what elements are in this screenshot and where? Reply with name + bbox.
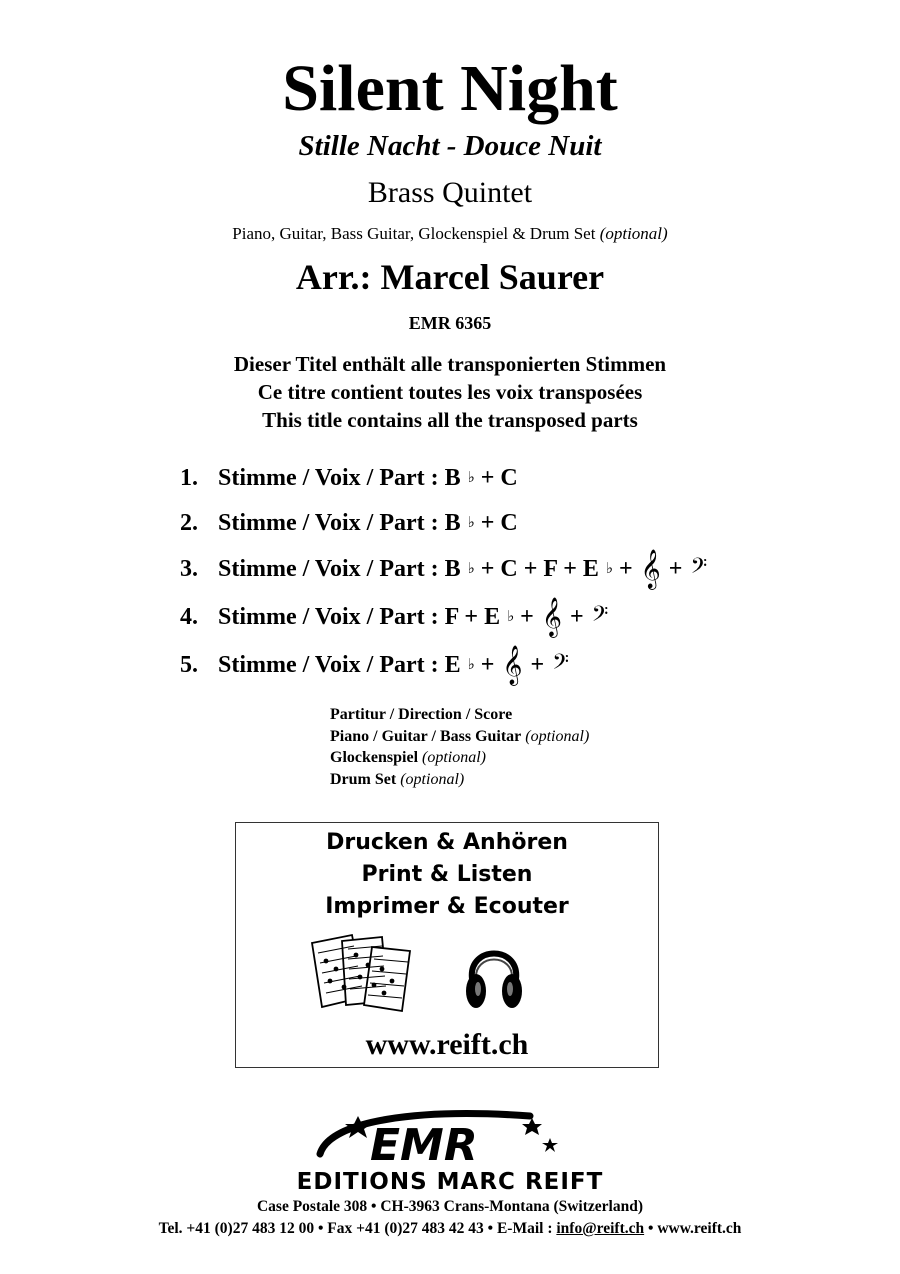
contact-tel: Tel. +41 (0)27 483 12 00 bbox=[158, 1220, 315, 1237]
key-text: F + E bbox=[444, 604, 507, 630]
part-number: 3. bbox=[180, 556, 198, 582]
ensemble: Brass Quintet bbox=[367, 176, 533, 209]
emr-logo bbox=[300, 1104, 600, 1168]
contains-fr: Ce titre contient toutes les voix transposées bbox=[257, 380, 643, 404]
flat-sign-icon: ♭ bbox=[467, 515, 475, 531]
bass-clef-icon: 𝄢 bbox=[690, 554, 708, 584]
part-number: 2. bbox=[180, 510, 198, 536]
part-row bbox=[180, 456, 524, 500]
contact-email-link[interactable]: info@reift.ch bbox=[556, 1220, 645, 1237]
print-listen-fr: Imprimer & Ecouter bbox=[325, 894, 569, 919]
extras-label: Drum Set bbox=[330, 770, 397, 788]
extras-item bbox=[330, 726, 589, 748]
key-text: + bbox=[612, 556, 639, 582]
flat-sign-icon: ♭ bbox=[467, 470, 475, 486]
treble-clef-icon: 𝄞 bbox=[541, 597, 562, 637]
part-row bbox=[180, 595, 608, 639]
extras-note: (optional) bbox=[525, 727, 590, 745]
part-keys bbox=[445, 547, 708, 591]
contact-website-link[interactable]: www.reift.ch bbox=[657, 1220, 742, 1237]
print-listen-box[interactable] bbox=[235, 822, 659, 1068]
part-row bbox=[180, 547, 707, 591]
instrument-list bbox=[0, 222, 900, 246]
flat-sign-icon: ♭ bbox=[467, 657, 475, 673]
contains-de: Dieser Titel enthält alle transponierten Stimmen bbox=[233, 352, 667, 376]
sheet-music-icon bbox=[306, 931, 422, 1013]
extras-label: Partitur / Direction / Score bbox=[330, 706, 513, 723]
arranger: Arr.: Marcel Saurer bbox=[295, 257, 605, 297]
part-label: Stimme / Voix / Part : bbox=[218, 604, 439, 630]
instrument-list-text: Piano, Guitar, Bass Guitar, Glockenspiel & Drum Set bbox=[232, 224, 596, 243]
part-number: 4. bbox=[180, 604, 198, 630]
extras-note: (optional) bbox=[422, 749, 487, 766]
extras-label: Piano / Guitar / Bass Guitar bbox=[330, 727, 522, 745]
flat-sign-icon: ♭ bbox=[467, 561, 475, 577]
bass-clef-icon: 𝄢 bbox=[591, 602, 609, 632]
part-number: 5. bbox=[180, 652, 198, 678]
key-text: + bbox=[662, 556, 689, 582]
key-text: B bbox=[444, 510, 467, 536]
extras-list bbox=[330, 704, 589, 790]
extras-item bbox=[330, 769, 589, 791]
key-text: + C bbox=[474, 465, 524, 491]
extras-item bbox=[330, 747, 589, 769]
contains-en: This title contains all the transposed parts bbox=[262, 408, 638, 432]
extras-item bbox=[330, 704, 589, 726]
catalog-number: EMR 6365 bbox=[408, 313, 492, 333]
publisher-name: EDITIONS MARC REIFT bbox=[296, 1169, 604, 1195]
contact-email-label: E-Mail : bbox=[496, 1220, 553, 1237]
print-listen-url[interactable]: www.reift.ch bbox=[365, 1028, 529, 1061]
key-text: + C + F + E bbox=[474, 556, 605, 582]
publisher-address: Case Postale 308 • CH-3963 Crans-Montana (Switzerland) bbox=[256, 1198, 643, 1215]
part-keys bbox=[445, 501, 524, 545]
subtitle: Stille Nacht - Douce Nuit bbox=[298, 130, 602, 162]
treble-clef-icon: 𝄞 bbox=[640, 549, 661, 589]
part-keys bbox=[445, 595, 609, 639]
part-label: Stimme / Voix / Part : bbox=[218, 510, 439, 536]
key-text: B bbox=[444, 556, 467, 582]
part-label: Stimme / Voix / Part : bbox=[218, 556, 439, 582]
key-text: + bbox=[563, 604, 590, 630]
flat-sign-icon: ♭ bbox=[507, 609, 515, 625]
extras-label: Glockenspiel bbox=[330, 749, 419, 766]
key-text: + bbox=[474, 652, 501, 678]
flat-sign-icon: ♭ bbox=[605, 561, 613, 577]
part-row bbox=[180, 643, 569, 687]
logo-text: EMR bbox=[370, 1120, 478, 1168]
page-title: Silent Night bbox=[282, 52, 618, 125]
part-keys bbox=[445, 643, 569, 687]
extras-note: (optional) bbox=[400, 770, 465, 788]
publisher-contact: Tel. +41 (0)27 483 12 00 • Fax +41 (0)27 483 42 43 • E-Mail : info@reift.ch • www.reift.ch bbox=[158, 1220, 742, 1237]
key-text: + bbox=[524, 652, 551, 678]
part-keys bbox=[445, 456, 524, 500]
key-text: + bbox=[514, 604, 540, 630]
part-number: 1. bbox=[180, 465, 198, 491]
contact-fax: Fax +41 (0)27 483 42 43 bbox=[327, 1220, 484, 1237]
treble-clef-icon: 𝄞 bbox=[502, 645, 523, 685]
bass-clef-icon: 𝄢 bbox=[552, 650, 569, 680]
part-label: Stimme / Voix / Part : bbox=[218, 652, 439, 678]
part-label: Stimme / Voix / Part : bbox=[218, 465, 439, 491]
print-listen-en: Print & Listen bbox=[361, 862, 533, 887]
part-row bbox=[180, 501, 524, 545]
instrument-list-note: (optional) bbox=[599, 224, 668, 243]
print-listen-de: Drucken & Anhören bbox=[326, 830, 568, 855]
headphones-icon bbox=[464, 935, 524, 1015]
key-text: B bbox=[444, 465, 467, 491]
key-text: + C bbox=[474, 510, 524, 536]
key-text: E bbox=[444, 652, 467, 678]
